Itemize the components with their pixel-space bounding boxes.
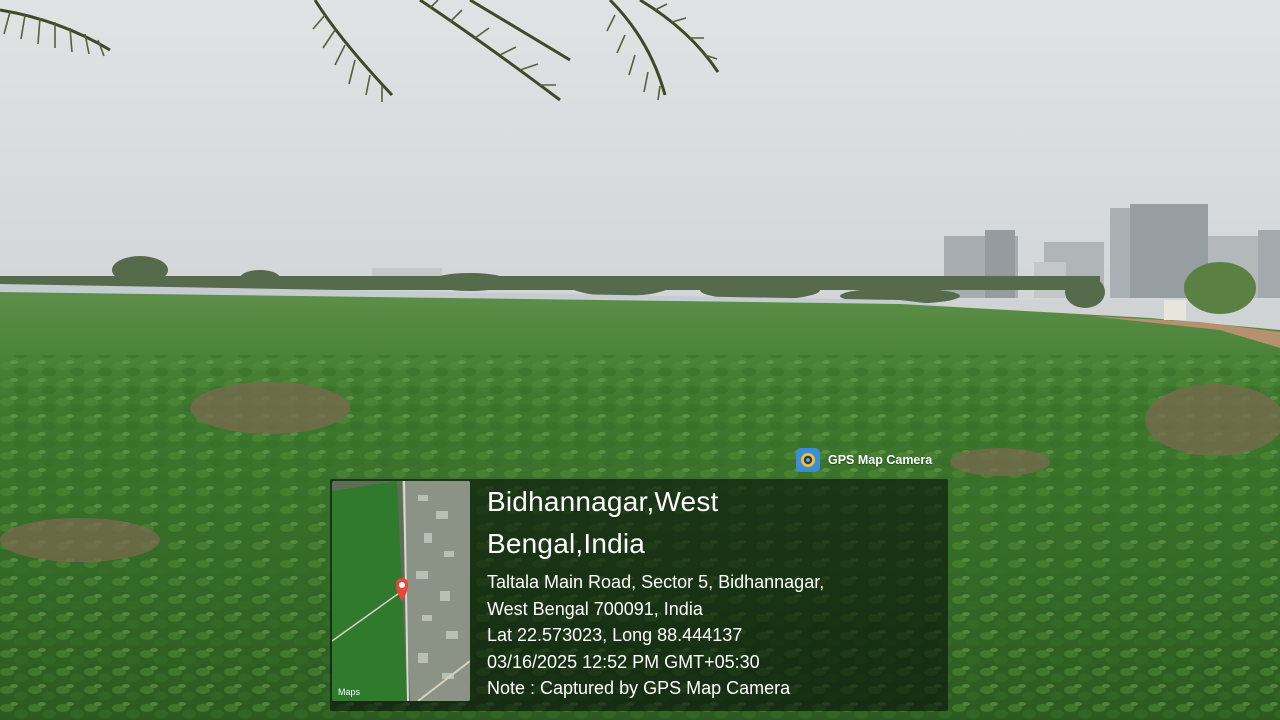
location-info [487,481,937,702]
coordinates: Lat 22.573023, Long 88.444137 [487,625,743,645]
vehicle [1164,300,1186,320]
address-line1: Taltala Main Road, Sector 5, Bidhannagar, [487,572,825,592]
gps-brand [796,447,932,473]
datetime: 03/16/2025 12:52 PM GMT+05:30 [487,651,760,672]
stamp-panel [330,479,948,711]
capture-note: Note : Captured by GPS Map Camera [487,678,791,698]
gps-map-camera-logo-icon [796,448,820,472]
map-thumbnail [332,481,470,701]
location-title-line2: Bengal,India [487,528,646,559]
location-title-line1: Bidhannagar,West [487,486,719,517]
map-credit: Maps [338,687,361,697]
brand-label: GPS Map Camera [828,453,933,467]
gps-stamp-overlay [330,441,948,711]
address-line2: West Bengal 700091, India [487,598,703,619]
